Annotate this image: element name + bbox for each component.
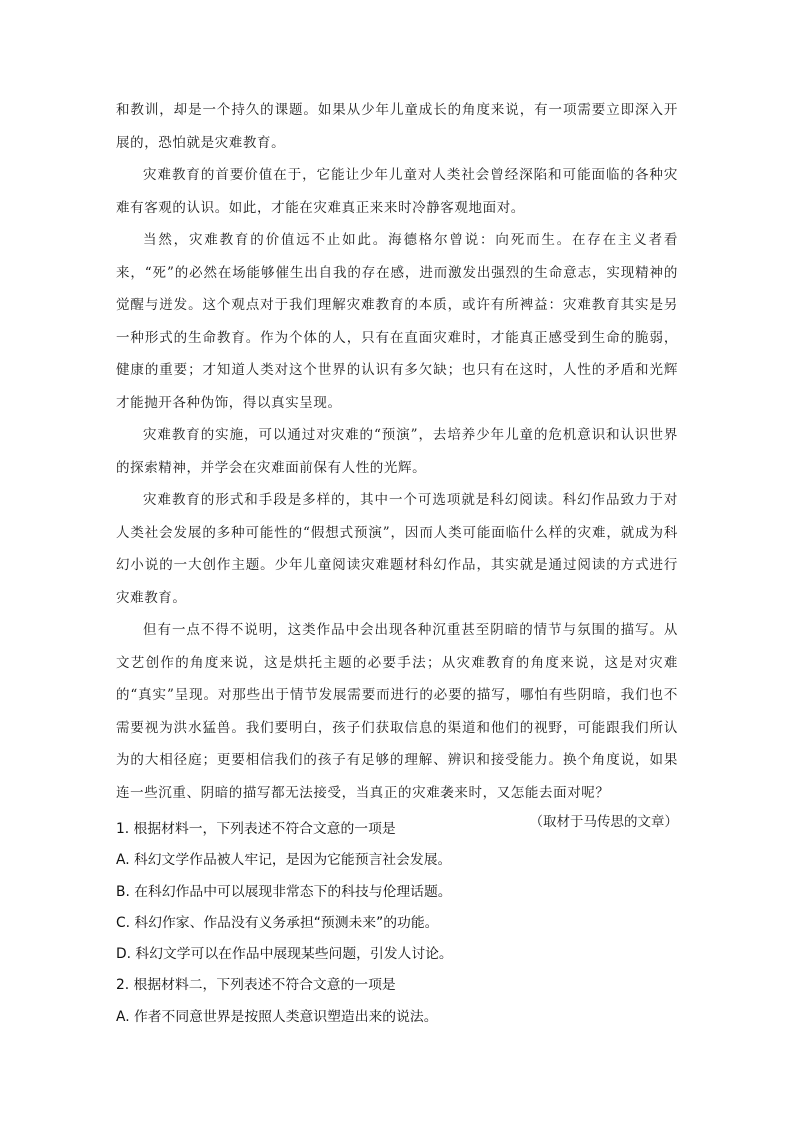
passage-paragraph-5: 灾难教育的形式和手段是多样的，其中一个可选项就是科幻阅读。科幻作品致力于对人类社会发展的多种可能性的“假想式预演”，因而人类可能面临什么样的灾难，就成为科幻小说的一大创作主题。少年儿童阅读灾难题材科幻作品，其实就是通过阅读的方式进行灾难教育。 (116, 492, 678, 606)
question-1-option-b: B. 在科幻作品中可以展现非常态下的科技与伦理话题。 (116, 883, 452, 900)
passage-paragraph-1: 和教训，却是一个持久的课题。如果从少年儿童成长的角度来说，有一项需要立即深入开展的，恐怕就是灾难教育。 (116, 102, 678, 151)
question-list (116, 814, 676, 1033)
question-1-option-c: C. 科幻作家、作品没有义务承担“预测未来”的功能。 (116, 914, 439, 931)
question-1-option-a: A. 科幻文学作品被人牢记，是因为它能预言社会发展。 (116, 852, 452, 869)
passage-paragraph-3: 当然，灾难教育的价值远不止如此。海德格尔曾说：向死而生。在存在主义者看来，“死”的必然在场能够催生出自我的存在感，进而激发出强烈的生命意志，实现精神的觉醒与迸发。这个观点对于我们理解灾难教育的本质，或许有所裨益：灾难教育其实是另一种形式的生命教育。作为个体的人，只有在直面灾难时，才能真正感受到生命的脆弱，健康的重要；才知道人类对这个世界的认识有多欠缺；也只有在这时，人性的矛盾和光辉才能抛开各种伪饰，得以真实呈现。 (116, 232, 678, 411)
question-2-option-a: A. 作者不同意世界是按照人类意识塑造出来的说法。 (116, 1008, 438, 1025)
passage-paragraph-6: 但有一点不得不说明，这类作品中会出现各种沉重甚至阴暗的情节与氛围的描写。从文艺创作的角度来说，这是烘托主题的必要手法；从灾难教育的角度来说，这是对灾难的“真实”呈现。对那些出于情节发展需要而进行的必要的描写，哪怕有些阴暗，我们也不需要视为洪水猛兽。我们要明白，孩子们获取信息的渠道和他们的视野，可能跟我们所认为的大相径庭；更要相信我们的孩子有足够的理解、辨识和接受能力。换个角度说，如果连一些沉重、阴暗的描写都无法接受，当真正的灾难袭来时，又怎能去面对呢？ (116, 622, 678, 801)
question-1-option-d: D. 科幻文学可以在作品中展现某些问题，引发人讨论。 (116, 946, 453, 963)
passage-paragraph-2: 灾难教育的首要价值在于，它能让少年儿童对人类社会曾经深陷和可能面临的各种灾难有客观的认识。如此，才能在灾难真正来来时冷静客观地面对。 (116, 167, 678, 216)
question-1-stem: 1. 根据材料一，下列表述不符合文意的一项是 (116, 821, 396, 837)
passage-paragraph-4: 灾难教育的实施，可以通过对灾难的“预演”，去培养少年儿童的危机意识和认识世界的探索精神，并学会在灾难面前保有人性的光辉。 (116, 427, 678, 476)
question-2-stem: 2. 根据材料二，下列表述不符合文意的一项是 (116, 977, 396, 994)
reading-passage (116, 94, 678, 835)
passage-source: （取材于马传思的文章） (529, 814, 678, 830)
